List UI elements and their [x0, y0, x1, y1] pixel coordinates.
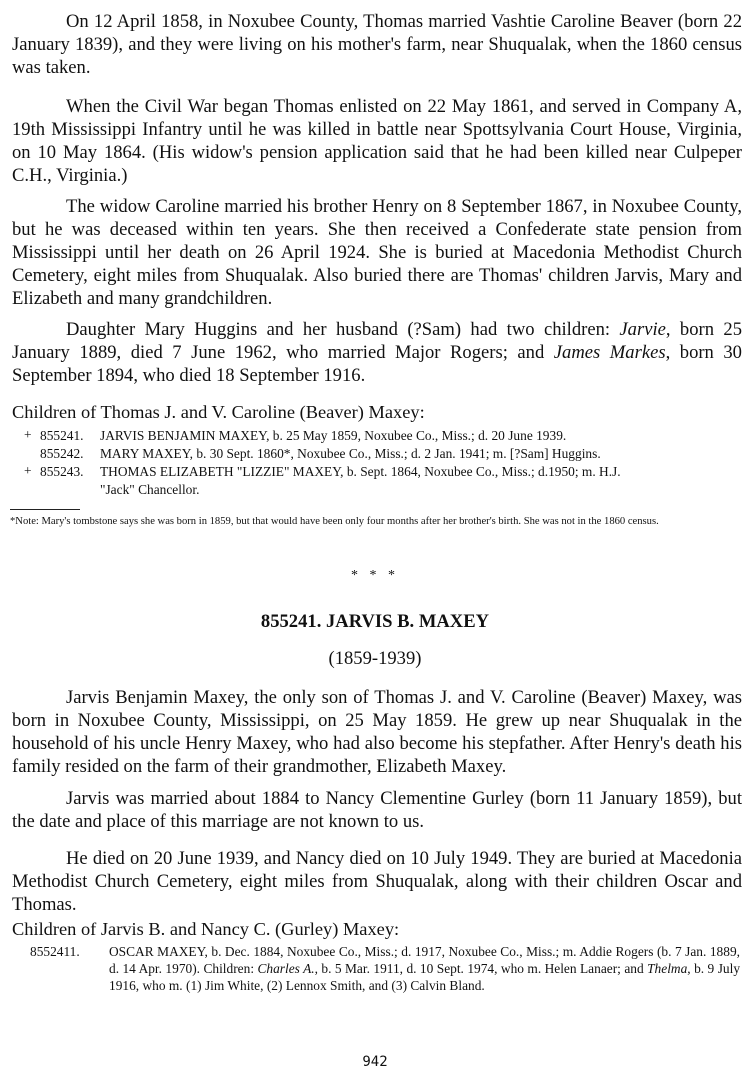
- child-text: JARVIS BENJAMIN MAXEY, b. 25 May 1859, Noxubee Co., Miss.; d. 20 June 1939.: [100, 428, 567, 443]
- section-divider: * * *: [351, 568, 399, 583]
- child-number: 855242.: [40, 446, 84, 461]
- child-marker: +: [24, 463, 32, 478]
- text-segment: , b. 9 July 1916, who m. (1) Jim White, (2) Lennox Smith, and (3) Calvin Bland.: [109, 961, 741, 993]
- section-years: (1859-1939): [328, 648, 422, 669]
- name-james-markes: James Markes: [553, 342, 666, 363]
- paragraph-jarvis-marriage: Jarvis was married about 1884 to Nancy Clementine Gurley (born 11 January 1859), but the date and place of this marriage are not known to us.: [12, 788, 742, 832]
- paragraph-widow: The widow Caroline married his brother Henry on 8 September 1867, in Noxubee County, but he was deceased within ten years. She then received a Confederate state pension from Mississippi until her death on 26 April 1924. She is buried at Macedonia Methodist Church Cemetery, eight miles from Shuqualak. Also buried there are Thomas' children Jarvis, Mary and Elizabeth and many grandchildren.: [12, 196, 742, 309]
- children-heading-thomas: Children of Thomas J. and V. Caroline (Beaver) Maxey:: [12, 402, 425, 422]
- child-marker: +: [24, 427, 32, 442]
- child-text: MARY MAXEY, b. 30 Sept. 1860*, Noxubee Co., Miss.; d. 2 Jan. 1941; m. [?Sam] Huggins.: [100, 446, 601, 461]
- text-segment: Daughter Mary Huggins and her husband (?Sam) had two children:: [66, 319, 620, 340]
- text-segment: , born 30 September 1894, who died 18 September 1916.: [12, 342, 742, 386]
- child-entry-855243: [40, 463, 740, 499]
- name-thelma: Thelma: [647, 961, 688, 976]
- child-number: 855241.: [40, 428, 84, 443]
- name-charles: Charles A.: [257, 961, 315, 976]
- child-number: 855243.: [40, 464, 84, 479]
- footnote-rule: [10, 509, 80, 510]
- paragraph-daughter-mary: [12, 318, 742, 387]
- child-text: [109, 943, 740, 994]
- child-number: 8552411.: [30, 944, 80, 959]
- text-segment: , born 25 January 1889, died 7 June 1962, who married Major Rogers; and: [12, 319, 742, 363]
- child-text: THOMAS ELIZABETH "LIZZIE" MAXEY, b. Sept. 1864, Noxubee Co., Miss.; d.1950; m. H.J.: [100, 464, 621, 479]
- section-title: 855241. JARVIS B. MAXEY: [260, 611, 490, 632]
- paragraph-civil-war: When the Civil War began Thomas enlisted on 22 May 1861, and served in Company A, 19th Mississippi Infantry until he was killed in battle near Spottsylvania Court House, Virginia, on 10 May 1864. (His widow's pension application said that he had been killed near Culpeper C.H., Virginia.): [12, 96, 742, 186]
- children-heading-jarvis: Children of Jarvis B. and Nancy C. (Gurley) Maxey:: [12, 919, 400, 939]
- name-jarvie: Jarvie: [619, 319, 666, 340]
- footnote: *Note: Mary's tombstone says she was born in 1859, but that would have been only four months after her brother's birth. She was not in the 1860 census.: [10, 516, 659, 527]
- text-segment: OSCAR MAXEY, b. Dec. 1884, Noxubee Co., Miss.; d. 1917, Noxubee Co., Miss.; m. Addie Rogers (b. 7 Jan. 1889, d. 14 Apr. 1970). Children:: [109, 944, 740, 976]
- page-number: 942: [362, 1054, 388, 1070]
- child-text-continued: "Jack" Chancellor.: [100, 482, 200, 497]
- paragraph-jarvis-birth: Jarvis Benjamin Maxey, the only son of Thomas J. and V. Caroline (Beaver) Maxey, was born in Noxubee County, Mississippi, on 25 May 1859. He grew up near Shuqualak in the household of his uncle Henry Maxey, who had also become his stepfather. After Henry's death his family resided on the farm of their grandmother, Elizabeth Maxey.: [12, 687, 742, 777]
- paragraph-marriage: On 12 April 1858, in Noxubee County, Thomas married Vashtie Caroline Beaver (born 22 January 1839), and they were living on his mother's farm, near Shuqualak, when the 1860 census was taken.: [12, 11, 742, 78]
- paragraph-jarvis-death: He died on 20 June 1939, and Nancy died on 10 July 1949. They are buried at Macedonia Methodist Church Cemetery, eight miles from Shuqualak, along with their children Oscar and Thomas.: [12, 848, 742, 915]
- text-segment: , b. 5 Mar. 1911, d. 10 Sept. 1974, who m. Helen Lanaer; and: [314, 961, 648, 976]
